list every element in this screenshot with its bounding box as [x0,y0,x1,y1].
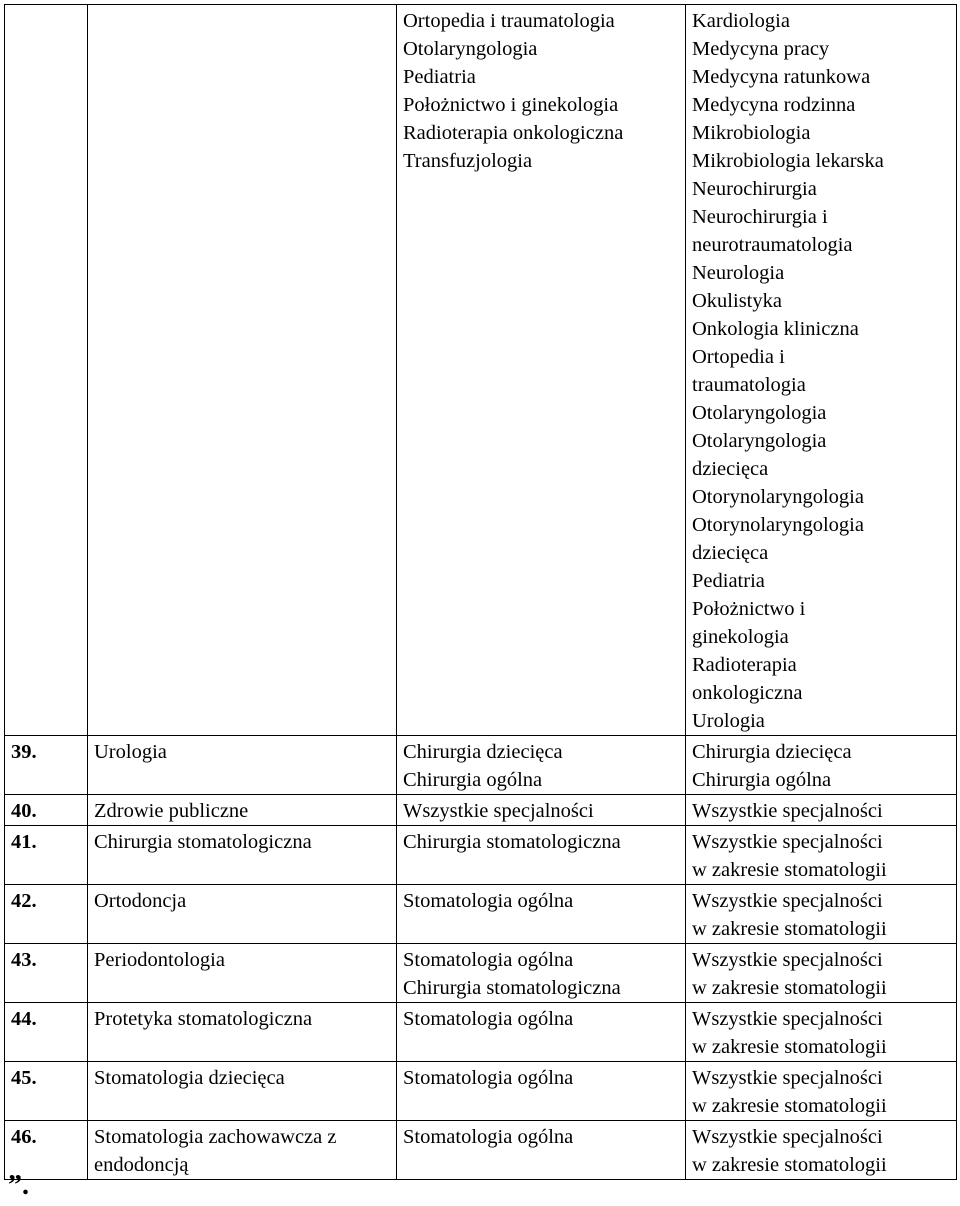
cell-line: Medycyna pracy [692,38,830,60]
cell-col-c [686,885,957,944]
table-row [5,885,957,944]
cell-col-c [686,736,957,795]
cell-line: Otolaryngologia [692,430,827,452]
cell-col-b [397,5,686,736]
cell-line: Medycyna ratunkowa [692,66,871,88]
row-number: 41. [5,826,88,885]
cell-col-b [397,944,686,1003]
cell-line: Chirurgia stomatologiczna [403,977,621,999]
cell-col-b [397,826,686,885]
specialization-name: Stomatologia dziecięca [88,1062,397,1121]
cell-col-b [397,736,686,795]
cell-line: Mikrobiologia lekarska [692,150,884,172]
cell-line: Chirurgia ogólna [692,769,832,791]
cell-line: Neurologia [692,262,785,284]
cell-line: neurotraumatologia [692,234,853,256]
table-row [5,826,957,885]
cell-line: ginekologia [692,626,789,648]
cell-line: Neurochirurgia [692,178,817,200]
cell-line: Stomatologia ogólna [403,949,574,971]
cell-line: Wszystkie specjalności [692,1067,883,1089]
cell-col-c [686,1062,957,1121]
specialization-name [88,1121,397,1180]
table-row-continued [5,5,957,736]
cell-line: Chirurgia stomatologiczna [403,831,621,853]
cell-line: Wszystkie specjalności [403,800,594,822]
cell-line: traumatologia [692,374,806,396]
cell-specialization [88,5,397,736]
cell-line: Neurochirurgia i [692,206,828,228]
cell-line: Ortopedia i traumatologia [403,10,615,32]
cell-col-b [397,1003,686,1062]
row-number: 46. [5,1121,88,1180]
row-number: 42. [5,885,88,944]
specialization-name: Ortodoncja [88,885,397,944]
cell-col-c [686,5,957,736]
cell-line: Wszystkie specjalności [692,800,883,822]
row-number: 44. [5,1003,88,1062]
row-number: 39. [5,736,88,795]
cell-line: w zakresie stomatologii [692,918,887,940]
cell-col-b [397,885,686,944]
cell-line: Wszystkie specjalności [692,831,883,853]
cell-line: Stomatologia ogólna [403,1067,574,1089]
row-number: 45. [5,1062,88,1121]
cell-line: Chirurgia dziecięca [403,741,563,763]
cell-line: w zakresie stomatologii [692,859,887,881]
cell-line: Okulistyka [692,290,782,312]
cell-line: Otolaryngologia [692,402,827,424]
cell-line: Otorynolaryngologia [692,514,864,536]
row-number: 40. [5,795,88,826]
cell-line: Położnictwo i [692,598,806,620]
cell-line: Kardiologia [692,10,790,32]
cell-line: Pediatria [692,570,765,592]
cell-line: Stomatologia ogólna [403,890,574,912]
cell-col-c [686,1003,957,1062]
cell-line: Medycyna rodzinna [692,94,856,116]
cell-line: onkologiczna [692,682,803,704]
cell-line: w zakresie stomatologii [692,1036,887,1058]
cell-line: Wszystkie specjalności [692,890,883,912]
cell-line: w zakresie stomatologii [692,1154,887,1176]
cell-line: w zakresie stomatologii [692,1095,887,1117]
specializations-table [4,4,957,1180]
table-row [5,795,957,826]
cell-line: Wszystkie specjalności [692,1008,883,1030]
cell-line: Otolaryngologia [403,38,538,60]
specialization-name: Periodontologia [88,944,397,1003]
cell-col-c [686,944,957,1003]
cell-line: dziecięca [692,542,769,564]
closing-quote-mark: ”. [8,1170,29,1201]
wrapped-name: Stomatologia zachowawcza z endodoncją [94,1126,337,1176]
cell-line: Urologia [692,710,765,732]
cell-line: Stomatologia ogólna [403,1008,574,1030]
specialization-name: Zdrowie publiczne [88,795,397,826]
cell-line: Stomatologia ogólna [403,1126,574,1148]
cell-line: Otorynolaryngologia [692,486,864,508]
specialization-name: Chirurgia stomatologiczna [88,826,397,885]
cell-line: Ortopedia i [692,346,785,368]
cell-line: Wszystkie specjalności [692,949,883,971]
cell-col-c [686,1121,957,1180]
cell-col-c [686,795,957,826]
cell-number [5,5,88,736]
cell-line: Transfuzjologia [403,150,533,172]
cell-col-b [397,1121,686,1180]
cell-line: Radioterapia [692,654,797,676]
cell-col-b [397,1062,686,1121]
cell-col-b [397,795,686,826]
cell-line: Wszystkie specjalności [692,1126,883,1148]
cell-line: Chirurgia ogólna [403,769,543,791]
cell-line: Położnictwo i ginekologia [403,94,619,116]
cell-line: Onkologia kliniczna [692,318,859,340]
table-row [5,1121,957,1180]
cell-line: Chirurgia dziecięca [692,741,852,763]
table-row [5,944,957,1003]
specialization-name: Urologia [88,736,397,795]
cell-line: dziecięca [692,458,769,480]
cell-line: Radioterapia onkologiczna [403,122,624,144]
table-body [5,5,957,1180]
row-number: 43. [5,944,88,1003]
cell-line: Pediatria [403,66,476,88]
table-row [5,736,957,795]
cell-line: Mikrobiologia [692,122,811,144]
cell-col-c [686,826,957,885]
cell-line: w zakresie stomatologii [692,977,887,999]
specialization-name: Protetyka stomatologiczna [88,1003,397,1062]
table-row [5,1062,957,1121]
table-row [5,1003,957,1062]
